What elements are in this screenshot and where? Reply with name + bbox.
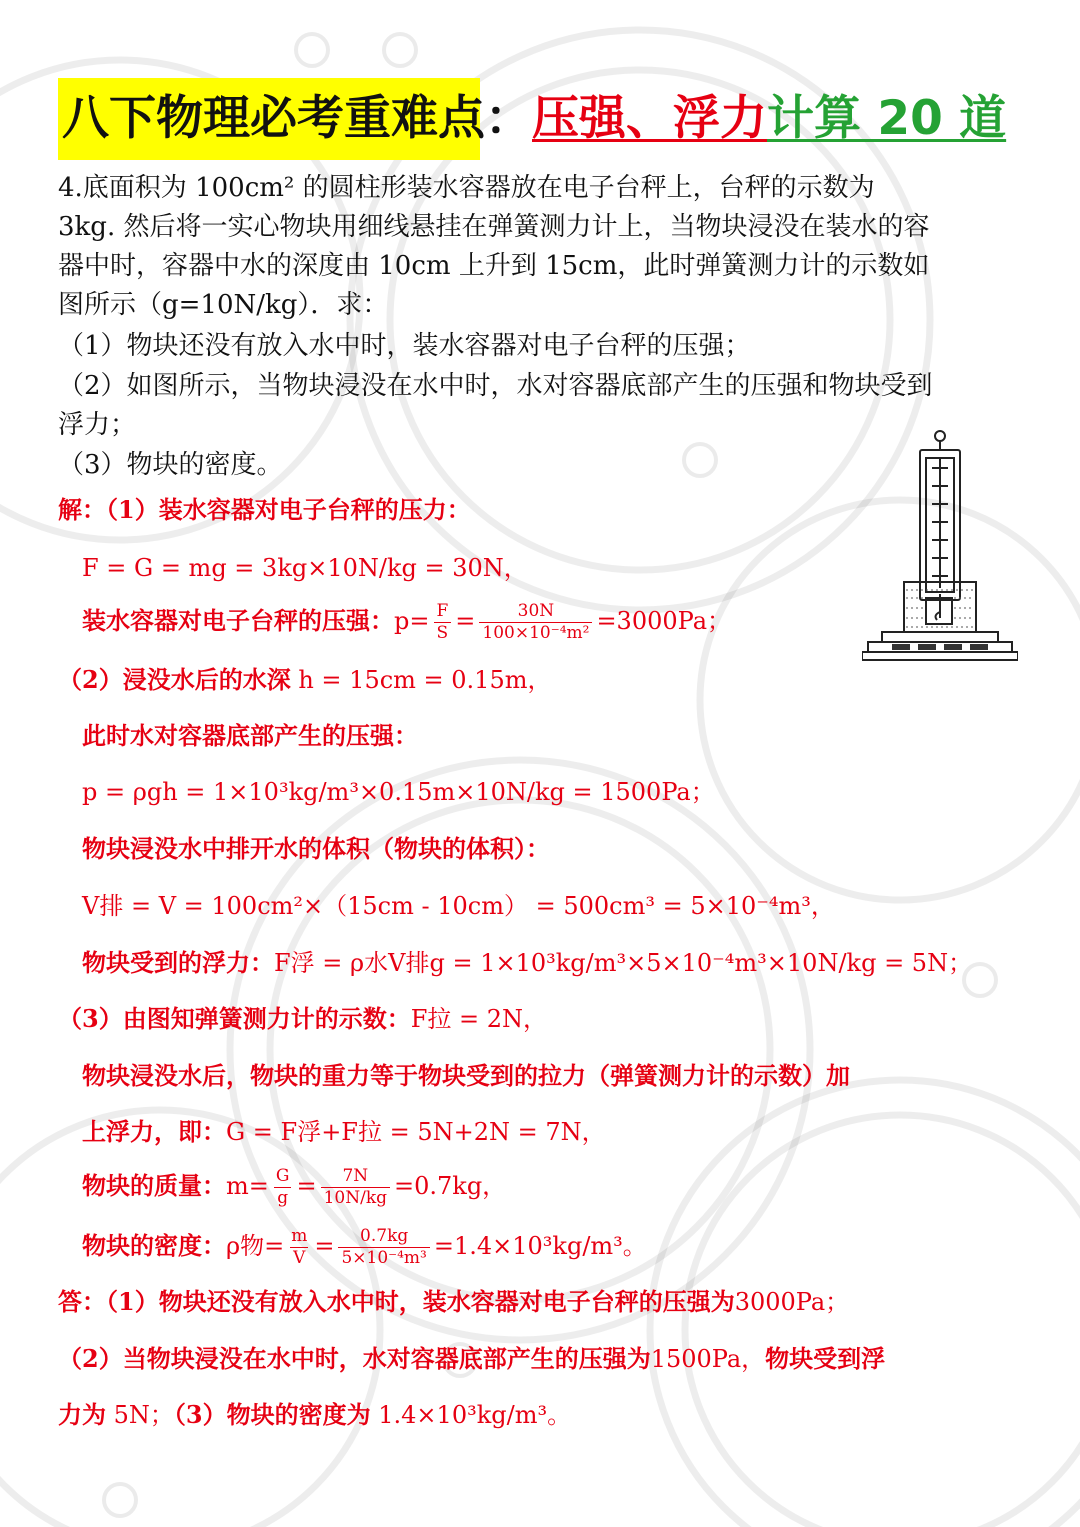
pressure-result: =3000Pa； [596,607,732,635]
equals-sign: = [314,1232,335,1260]
answer-line-2 [58,1339,885,1379]
fraction-m-over-v [288,1226,310,1269]
solution-line-11: 物块浸没水后，物块的重力等于物块受到的拉力（弹簧测力计的示数）加 [82,1061,850,1090]
fraction-values [321,1166,390,1209]
fraction-numerator: F [436,601,449,621]
question-line-5: （1）物块还没有放入水中时，装水容器对电子台秤的压强； [58,331,751,361]
equals-sign: = [296,1172,317,1200]
page-title [62,84,1006,154]
solution-line-12 [82,1112,606,1152]
density-result: =1.4×10³kg/m³。 [433,1232,647,1260]
question-line-1: 4.底面积为 100cm² 的圆柱形装水容器放在电子台秤上，台秤的示数为 [58,173,875,203]
answer-2-label: （2）当物块浸没在水中时，水对容器底部产生的压强为 [58,1344,651,1373]
fraction-denominator: g [274,1187,291,1209]
question-line-4: 图所示（g=10N/kg）．求： [58,290,389,320]
answer-2-tail: 物块受到浮 [765,1344,886,1373]
depth-expr: h = 15cm = 0.15m， [298,666,552,694]
fraction-denominator: V [290,1247,308,1269]
fraction-denominator: S [434,622,452,644]
answer-2-value: 1500Pa， [650,1345,766,1373]
solution-line-9 [82,943,972,983]
mass-result: =0.7kg， [394,1172,507,1200]
solution-line-7: 物块浸没水中排开水的体积（物块的体积）： [82,834,550,863]
answer-1-value: 3000Pa； [734,1288,850,1316]
answer-line-3 [58,1395,571,1435]
depth-label: （2）浸没水后的水深 [58,665,291,694]
answer-1-label: 答：（1）物块还没有放入水中时，装水容器对电子台秤的压强为 [58,1287,735,1316]
gravity-expr: G = F浮+F拉 = 5N+2N = 7N， [226,1118,606,1146]
fraction-numerator: 30N [517,601,555,621]
solution-line-10 [58,999,547,1039]
answer-3-value: 5N； [113,1401,174,1429]
fraction-numerator: G [275,1166,290,1186]
title-part-count: 计算 20 道 [767,91,1007,146]
question-line-3: 器中时，容器中水的深度由 10cm 上升到 15cm，此时弹簧测力计的示数如 [58,251,930,281]
solution-line-3 [82,592,731,650]
solution-line-1: 解：（1）装水容器对电子台秤的压力： [58,495,471,524]
buoyancy-expr: F浮 = ρ水V排g = 1×10³kg/m³×5×10⁻⁴m³×10N/kg = 5N； [274,949,973,977]
question-line-2: 3kg. 然后将一实心物块用细线悬挂在弹簧测力计上，当物块浸没在装水的容 [58,212,930,242]
solution-line-6: p = ρgh = 1×10³kg/m³×0.15m×10N/kg = 1500Pa； [82,778,715,806]
formula-p: p= [394,607,430,635]
scale-reading-expr: F拉 = 2N， [410,1005,547,1033]
formula-m: m= [226,1172,269,1200]
fraction-denominator: 10N/kg [321,1187,390,1209]
spring-scale-diagram [862,428,1018,664]
fraction-values [338,1226,429,1269]
solution-line-14 [82,1217,647,1275]
formula-rho: ρ物= [226,1232,285,1260]
solution-line-2: F = G = mg = 3kg×10N/kg = 30N， [82,554,528,582]
question-line-7: 浮力； [58,410,137,440]
answer-3-density-label: （3）物块的密度为 [173,1400,371,1429]
fraction-f-over-s [433,601,451,644]
fraction-g-over-g [273,1166,293,1209]
answer-3-density-value: 1.4×10³kg/m³。 [378,1401,572,1429]
question-line-6: （2）如图所示，当物块浸没在水中时，水对容器底部产生的压强和物块受到 [58,371,933,401]
solution-line-5: 此时水对容器底部产生的压强： [82,721,418,750]
fraction-denominator: 100×10⁻⁴m² [479,622,592,644]
mass-label: 物块的质量： [82,1171,226,1200]
equals-sign: = [455,607,476,635]
title-part-main: 八下物理必考重难点： [62,91,532,146]
solution-line-13 [82,1157,506,1215]
density-label: 物块的密度： [82,1231,226,1260]
buoyancy-label: 物块受到的浮力： [82,948,274,977]
fraction-numerator: m [291,1226,308,1246]
question-line-8: （3）物块的密度。 [58,450,283,480]
scale-reading-label: （3）由图知弹簧测力计的示数： [58,1004,411,1033]
solution-line-8: V排 = V = 100cm²×（15cm - 10cm） = 500cm³ = 5×10⁻⁴m³， [82,892,835,920]
fraction-values [479,601,592,644]
fraction-numerator: 0.7kg [360,1226,409,1246]
solution-line-4 [58,660,551,700]
gravity-label: 上浮力，即： [82,1117,226,1146]
fraction-numerator: 7N [342,1166,369,1186]
answer-line-1 [58,1282,849,1322]
pressure-label: 装水容器对电子台秤的压强： [82,606,394,635]
fraction-denominator: 5×10⁻⁴m³ [338,1247,429,1269]
answer-3-label: 力为 [58,1400,106,1429]
title-part-topic: 压强、浮力 [532,91,767,146]
